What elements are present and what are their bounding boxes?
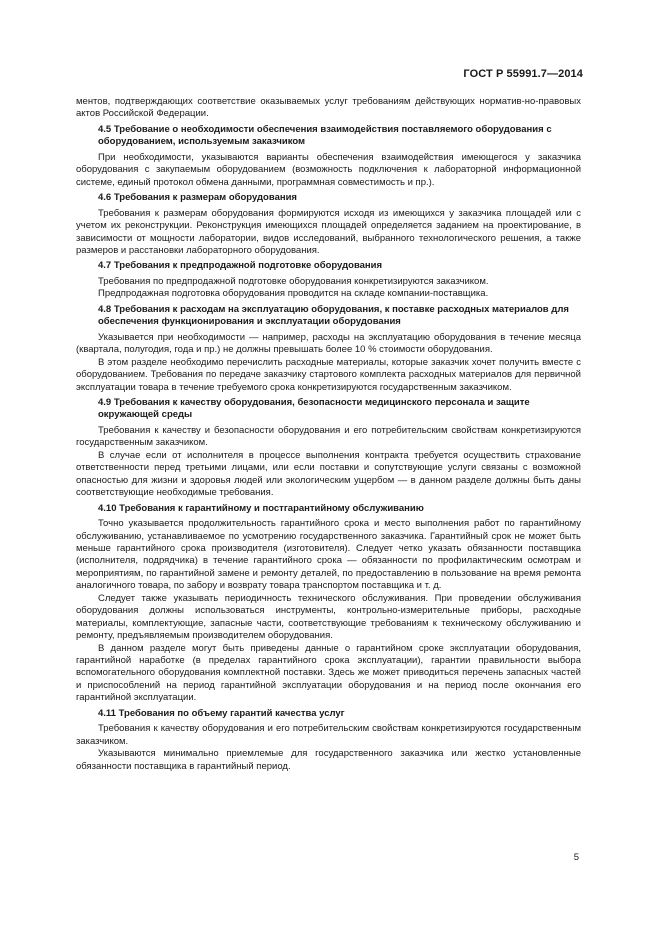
section-heading-4-9: 4.9 Требования к качеству оборудования, безопасности медицинского персонала и защите окружающей среды bbox=[98, 396, 530, 421]
section-4-8-paragraph: Указывается при необходимости — например, расходы на эксплуатацию оборудования в течение месяца (квартала, полугодия, года и пр.) не должны превышать более 10 % стоимости оборудования. bbox=[76, 331, 581, 356]
section-4-10-paragraph: Точно указывается продолжительность гарантийного срока и место выполнения работ по гарантийному обслуживанию, устанавливаемое по усмотрению государственного заказчика. Гарантийный срок не может быть меньше гарантийного срока производителя (изготовителя). Следует четко указать обязанности поставщика (исполнителя, подрядчика) в течение гарантийного срока — обязанности по профилактическим осмотрам и мероприятиям, по гарантийной замене и ремонту деталей, по предоставлению в пользование на время ремонта аналогичного товара, по забору и возврату товара транспортом поставщика и т. д. bbox=[76, 518, 581, 592]
section-4-7-paragraph: Требования по предпродажной подготовке оборудования конкретизируются заказчиком. bbox=[98, 275, 489, 287]
section-4-11-paragraph: Указываются минимально приемлемые для государственного заказчика или жестко установленные обязанности поставщика в гарантийный период. bbox=[76, 748, 581, 772]
section-heading-4-10: 4.10 Требования к гарантийному и постгарантийному обслуживанию bbox=[98, 502, 424, 514]
document-code: ГОСТ Р 55991.7—2014 bbox=[463, 68, 583, 80]
section-4-9-paragraph: В случае если от исполнителя в процессе выполнения контракта требуется осуществить страхование ответственности перед третьими лицами, или если поставки и сопутствующие услуги связаны с возможной опасностью для жизни и здоровья людей или экологическим ущербом — в данном разделе должны быть даны соответствующие необходимые требования. bbox=[76, 449, 581, 499]
section-heading-4-8: 4.8 Требования к расходам на эксплуатацию оборудования, к поставке расходных материалов для обеспечения функционирования и эксплуатации оборудования bbox=[98, 303, 569, 328]
section-4-7-paragraph: Предпродажная подготовка оборудования проводится на складе компании-поставщика. bbox=[98, 288, 489, 300]
section-4-8-paragraph: В этом разделе необходимо перечислить расходные материалы, которые заказчик хочет получить вместе с оборудованием. Требования по передаче заказчику стартового комплекта расходных материалов для первичной эксплуатации товара в течение требуемого срока конкретизируются государственным заказчиком. bbox=[76, 356, 581, 393]
section-heading-4-5: 4.5 Требование о необходимости обеспечения взаимодействия поставляемого оборудования с оборудованием, используемым заказчиком bbox=[98, 123, 552, 148]
page-content bbox=[76, 96, 581, 773]
intro-paragraph: ментов, подтверждающих соответствие оказываемых услуг требованиям действующих норматив-но-правовых актов Российской Федерации. bbox=[76, 96, 581, 120]
section-4-11-paragraph: Требования к качеству оборудования и его потребительским свойствам конкретизируются государственным заказчиком. bbox=[76, 723, 581, 747]
page-number: 5 bbox=[573, 852, 579, 863]
section-4-6-paragraph: Требования к размерам оборудования формируются исходя из имеющихся у заказчика площадей или с учетом их реконструкции. Реконструкция имеющихся площадей определяется заданием на проектирование, в зависимости от мощности лаборатории, видов исследований, выбранного технологического решения, а также размеров и расстановки лабораторного оборудования. bbox=[76, 207, 581, 256]
section-4-10-paragraph: Следует также указывать периодичность технического обслуживания. При проведении обслуживания оборудования должны использоваться инструменты, контрольно-измерительные приборы, расходные материалы, комплектующие, запасные части, соответствующие требованиям к техническому обслуживанию и ремонту, предъявляемым производителем оборудования. bbox=[76, 592, 581, 642]
section-4-10-paragraph: В данном разделе могут быть приведены данные о гарантийном сроке эксплуатации оборудования, гарантийной наработке (в пределах гарантийного срока эксплуатации), гарантии правильности выбора вспомогательного оборудования комплектной поставки. Здесь же может приводиться перечень запасных частей и приспособлений на период гарантийной эксплуатации оборудования и на период после окончания его гарантийной эксплуатации. bbox=[76, 642, 581, 704]
section-heading-4-11: 4.11 Требования по объему гарантий качества услуг bbox=[98, 707, 345, 719]
section-4-5-paragraph: При необходимости, указываются варианты обеспечения взаимодействия имеющегося у заказчика оборудования с закупаемым оборудованием (возможность подключения к лабораторной информационной системе, единый протокол обмена данными, программная совместимость и пр.). bbox=[76, 151, 581, 188]
section-heading-4-6: 4.6 Требования к размерам оборудования bbox=[98, 192, 297, 204]
section-heading-4-7: 4.7 Требования к предпродажной подготовке оборудования bbox=[98, 260, 383, 272]
section-4-9-paragraph: Требования к качеству и безопасности оборудования и его потребительским свойствам конкретизируются государственным заказчиком. bbox=[76, 424, 581, 449]
